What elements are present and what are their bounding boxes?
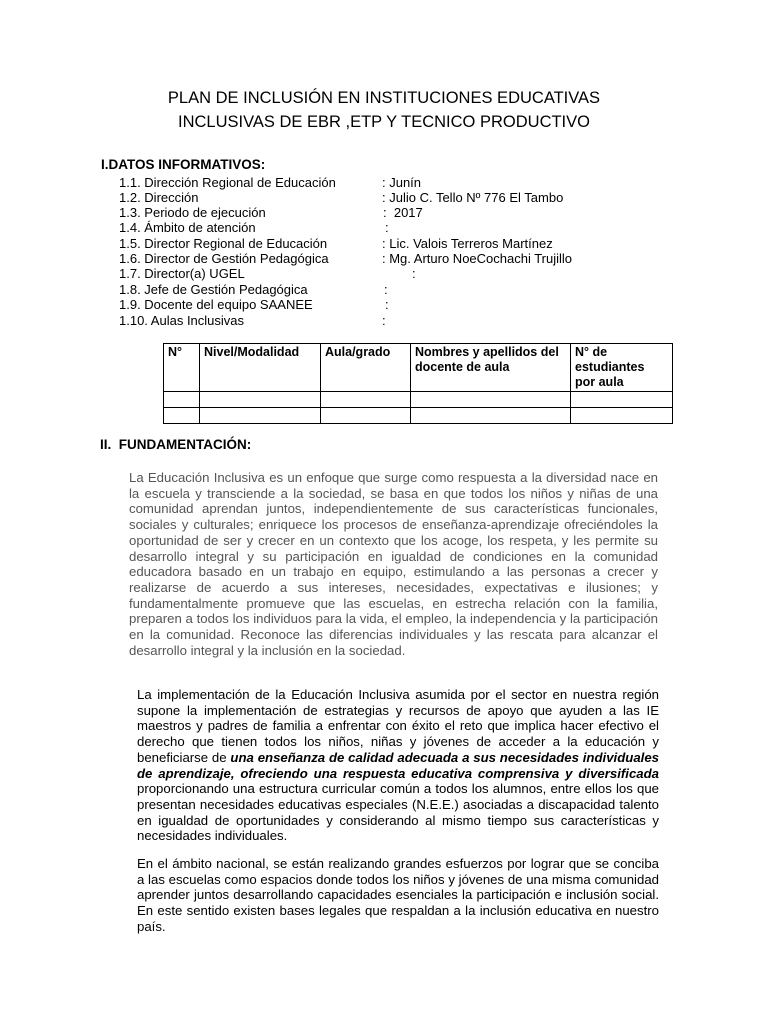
section-heading-datos: I.DATOS INFORMATIVOS:: [101, 157, 266, 172]
info-value: :: [382, 313, 386, 328]
table-header-cell: Nivel/Modalidad: [200, 344, 321, 392]
paragraph-implementacion: [137, 687, 659, 844]
table-cell[interactable]: [411, 392, 571, 408]
table-header-cell: Nombres y apellidos del docente de aula: [411, 344, 571, 392]
info-value: : Mg. Arturo NoeCochachi Trujillo: [382, 251, 573, 266]
paragraph-text: proporcionando una estructura curricular común a todos los alumnos, entre ellos los que presentan necesidades educativas especiales (N.E.E.) asociadas a discapacidad talento en igualdad de oportunidades y considerando al mismo tiempo sus características y necesidades individuales.: [137, 781, 659, 844]
table-row: [164, 408, 673, 424]
table-header-row: [164, 344, 673, 392]
info-value: : Julio C. Tello Nº 776 El Tambo: [382, 190, 564, 205]
table-row: [164, 392, 673, 408]
table-header-cell: N° de estudiantes por aula: [571, 344, 673, 392]
info-label: 1.9. Docente del equipo SAANEE: [119, 297, 313, 312]
info-label: 1.1. Dirección Regional de Educación: [119, 175, 336, 190]
table-cell[interactable]: [164, 392, 200, 408]
info-value: : 2017: [383, 205, 423, 220]
table-cell[interactable]: [571, 408, 673, 424]
info-label: 1.3. Periodo de ejecución: [119, 205, 266, 220]
info-label: 1.6. Director de Gestión Pedagógica: [119, 251, 329, 266]
info-label: 1.4. Ámbito de atención: [119, 220, 256, 235]
info-label: 1.7. Director(a) UGEL: [119, 266, 245, 281]
table-cell[interactable]: [411, 408, 571, 424]
emphasized-text: una enseñanza de calidad adecuada a sus necesidades individuales de aprendizaje, ofreciendo una respuesta educativa comprensiva y diversificada: [137, 749, 659, 781]
table-cell[interactable]: [571, 392, 673, 408]
table-cell[interactable]: [200, 392, 321, 408]
table-header-cell: Aula/grado: [321, 344, 411, 392]
table-cell[interactable]: [200, 408, 321, 424]
info-label: 1.10. Aulas Inclusivas: [119, 313, 245, 328]
table-header-cell: N°: [164, 344, 200, 392]
info-value: :: [385, 297, 389, 312]
info-label: 1.5. Director Regional de Educación: [119, 236, 328, 251]
info-value: : Lic. Valois Terreros Martínez: [382, 236, 553, 251]
section-heading-fundamentacion: II. FUNDAMENTACIÓN:: [100, 437, 252, 452]
aulas-inclusivas-table: [163, 343, 673, 424]
document-title-line-2: INCLUSIVAS DE EBR ,ETP Y TECNICO PRODUCTIVO: [178, 113, 590, 131]
paragraph-educacion-inclusiva: La Educación Inclusiva es un enfoque que surge como respuesta a la diversidad nace en la escuela y transciende a la sociedad, se basa en que todos los niños y niñas de una comunidad aprendan juntos, independientemente de sus características funcionales, sociales y culturales; enriquece los procesos de enseñanza-aprendizaje ofreciéndoles la oportunidad de ser y crecer en un contexto que los acoge, los respeta, y les permite su desarrollo integral y su participación en igualdad de condiciones en la comunidad educadora basado en un trabajo en equipo, estimulando a las personas a crecer y realizarse de acuerdo a sus intereses, necesidades, expectativas e ilusiones; y fundamentalmente promueve que las escuelas, en estrecha relación con la familia, preparen a todos los individuos para la vida, el empleo, la independencia y la participación en la comunidad. Reconoce las diferencias individuales y las rescata para alcanzar el desarrollo integral y la inclusión en la sociedad.: [129, 470, 658, 658]
paragraph-ambito-nacional: En el ámbito nacional, se están realizando grandes esfuerzos por lograr que se conciba a las escuelas como espacios donde todos los niños y jóvenes de una misma comunidad aprender juntos desarrollando capacidades esenciales la participación e inclusión social. En este sentido existen bases legales que respaldan a la inclusión educativa en nuestro país.: [137, 856, 659, 934]
info-value: :: [385, 220, 389, 235]
info-label: 1.2. Dirección: [119, 190, 199, 205]
paragraph-text: La implementación de la Educación Inclusiva asumida por el sector en nuestra región supone la implementación de estrategias y recursos de apoyo que ayuden a las IE maestros y padres de familia a enfrentar con éxito el reto que implica hacer efectivo el derecho que tienen todos los niños, niñas y jóvenes de acceder a la educación y beneficiarse de: [137, 687, 659, 765]
table-cell[interactable]: [164, 408, 200, 424]
info-value: : Junín: [382, 175, 422, 190]
info-label: 1.8. Jefe de Gestión Pedagógica: [119, 282, 308, 297]
document-title-line-1: PLAN DE INCLUSIÓN EN INSTITUCIONES EDUCATIVAS: [167, 89, 601, 107]
info-value: :: [412, 266, 416, 281]
info-value: :: [384, 282, 388, 297]
table-cell[interactable]: [321, 408, 411, 424]
table-cell[interactable]: [321, 392, 411, 408]
